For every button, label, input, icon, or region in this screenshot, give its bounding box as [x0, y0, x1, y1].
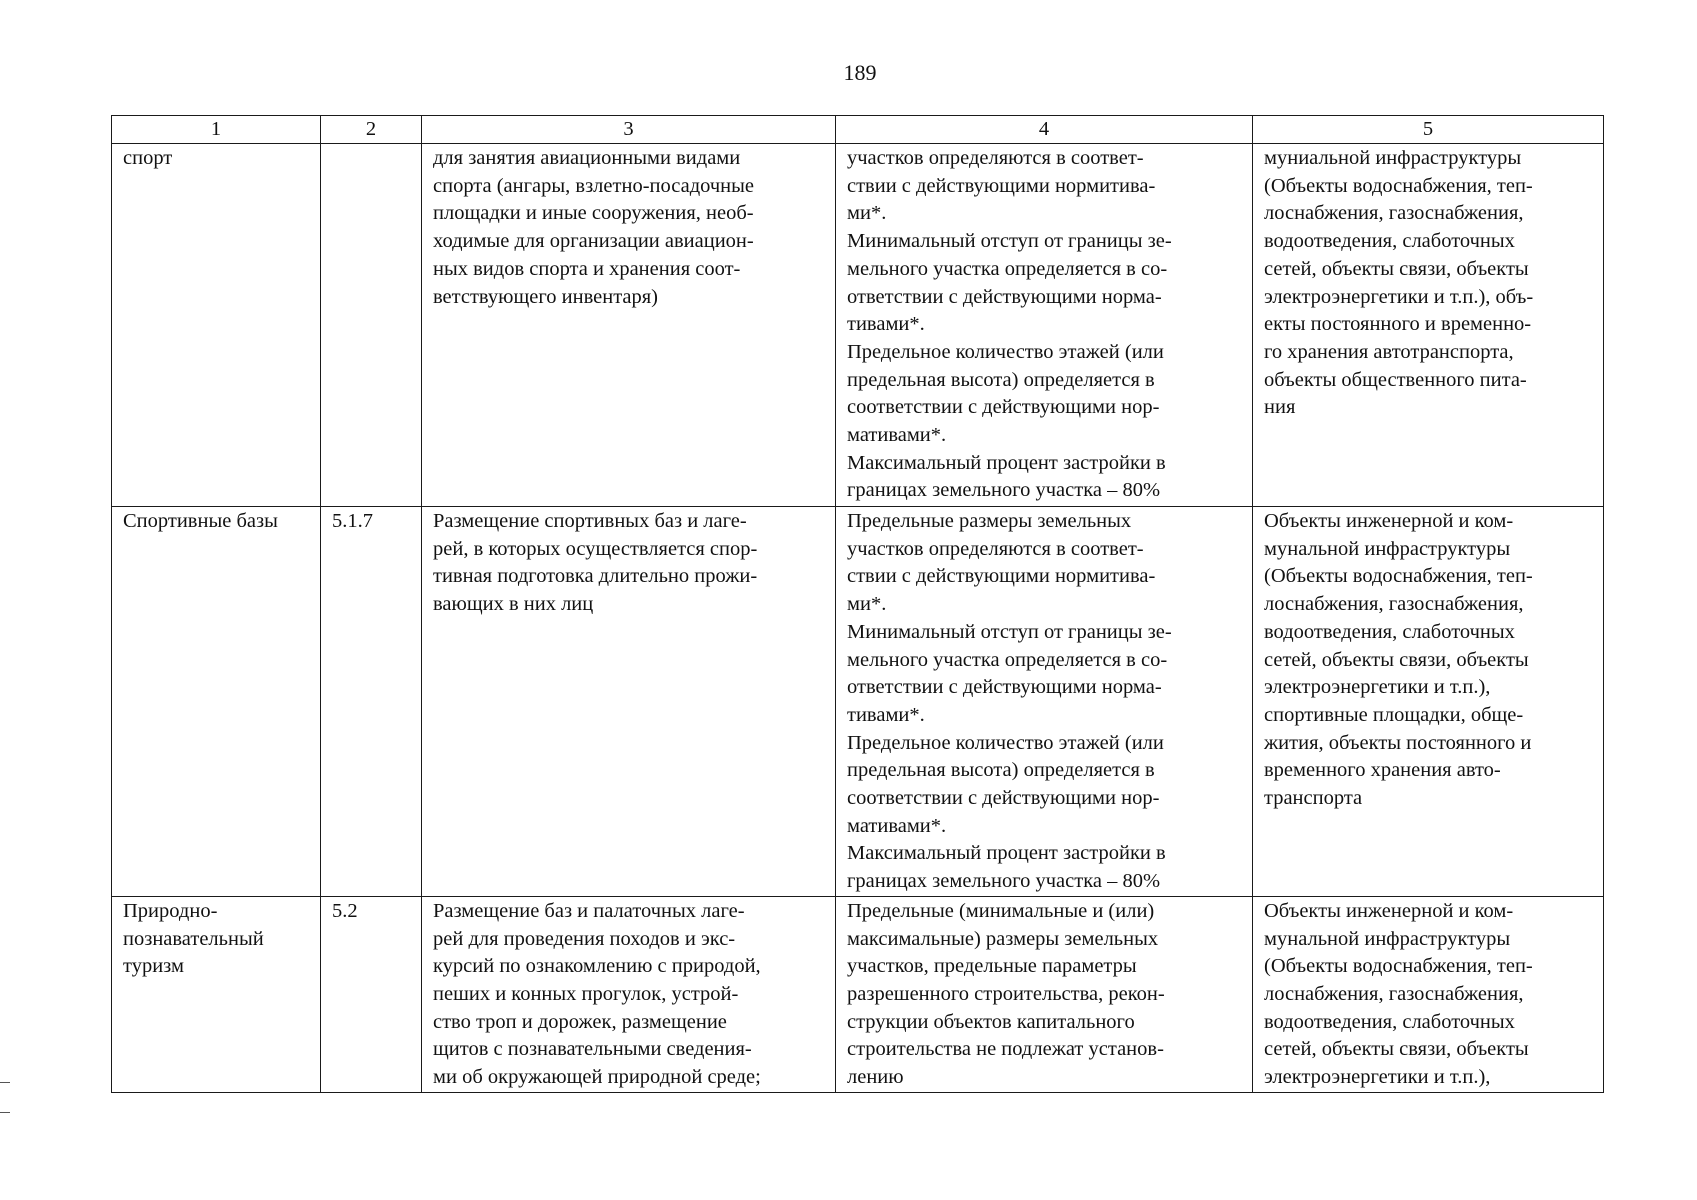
col-header-3: 3: [422, 116, 836, 144]
use-name: спорт: [123, 147, 173, 169]
use-code: 5.1.7: [332, 510, 373, 532]
table-row: [112, 144, 1604, 507]
use-auxiliary-cell: [1253, 144, 1604, 507]
col-header-5: 5: [1253, 116, 1604, 144]
use-auxiliary: Объекты инженерной и ком- мунальной инфраструктуры (Объекты водоснабжения, теп- лоснабжения, газоснабжения, водоотведения, слаботочных сетей, объекты связи, объекты электроэнергетики и т.п.), спортивные площадки, обще- жития, объекты постоянного и временного хранения авто- транспорта: [1264, 510, 1533, 810]
use-code: 5.2: [332, 899, 358, 922]
use-parameters: Предельные (минимальные и (или) максимальные) размеры земельных участков, предельные параметры разрешенного строительства, рекон- струкции объектов капитального строительства не подлежат установ- лению: [847, 899, 1165, 1089]
use-auxiliary: Объекты инженерной и ком- мунальной инфраструктуры (Объекты водоснабжения, теп- лоснабжения, газоснабжения, водоотведения, слаботочных сетей, объекты связи, объекты электроэнергетики и т.п.),: [1264, 899, 1533, 1089]
use-description: для занятия авиационными видами спорта (ангары, взлетно-посадочные площадки и иные сооружения, необ- ходимые для организации авиацион- ных видов спорта и хранения соот- ветствующего инвентаря): [433, 147, 755, 308]
use-description-cell: [422, 896, 836, 1092]
page-number: 189: [843, 60, 877, 85]
use-parameters-cell: [836, 144, 1253, 507]
use-description-cell: [422, 507, 836, 897]
use-description: Размещение спортивных баз и лаге- рей, в которых осуществляется спор- тивная подготовка длительно прожи- вающих в них лиц: [433, 510, 758, 616]
use-code-cell: [321, 144, 422, 507]
col-header-2: 2: [321, 116, 422, 144]
header-row: [112, 116, 1604, 144]
use-name-cell: [112, 896, 321, 1092]
use-parameters-cell: [836, 507, 1253, 897]
table-row: [112, 896, 1604, 1092]
use-auxiliary-cell: [1253, 507, 1604, 897]
table-row: [112, 507, 1604, 897]
col-header-1: 1: [112, 116, 321, 144]
use-name: Спортивные базы: [123, 510, 278, 532]
use-parameters-cell: [836, 896, 1253, 1092]
zoning-table: [111, 115, 1604, 1093]
use-code-cell: [321, 896, 422, 1092]
use-parameters: участков определяются в соответ- ствии с действующими нормитива- ми*. Минимальный отступ от границы зе- мельного участка определяется в со- ответствии с действующими норма- тивами*. Предельное количество этажей (или предельная высота) определяется в соответствии с действующими нор- мативами*. Максимальный процент застройки в границах земельного участка – 80%: [847, 147, 1172, 502]
scan-margin-mark: [0, 1112, 10, 1113]
use-auxiliary-cell: [1253, 896, 1604, 1092]
use-code-cell: [321, 507, 422, 897]
use-description-cell: [422, 144, 836, 507]
col-header-4: 4: [836, 116, 1253, 144]
use-name-cell: [112, 144, 321, 507]
use-description: Размещение баз и палаточных лаге- рей для проведения походов и экс- курсий по ознакомлению с природой, пеших и конных прогулок, устрой- ство троп и дорожек, размещение щитов с познавательными сведения- ми об окружающей природной среде;: [433, 899, 761, 1089]
use-auxiliary: муниальной инфраструктуры (Объекты водоснабжения, теп- лоснабжения, газоснабжения, водоотведения, слаботочных сетей, объекты связи, объекты электроэнергетики и т.п.), объ- екты постоянного и временно- го хранения автотранспорта, объекты общественного пита- ния: [1264, 147, 1534, 419]
use-name: Природно- познавательный туризм: [123, 899, 264, 978]
use-name-cell: [112, 507, 321, 897]
scan-margin-mark: [0, 1082, 10, 1083]
use-parameters: Предельные размеры земельных участков определяются в соответ- ствии с действующими нормитива- ми*. Минимальный отступ от границы зе- мельного участка определяется в со- ответствии с действующими норма- тивами*. Предельное количество этажей (или предельная высота) определяется в соответствии с действующими нор- мативами*. Максимальный процент застройки в границах земельного участка – 80%: [847, 510, 1172, 893]
